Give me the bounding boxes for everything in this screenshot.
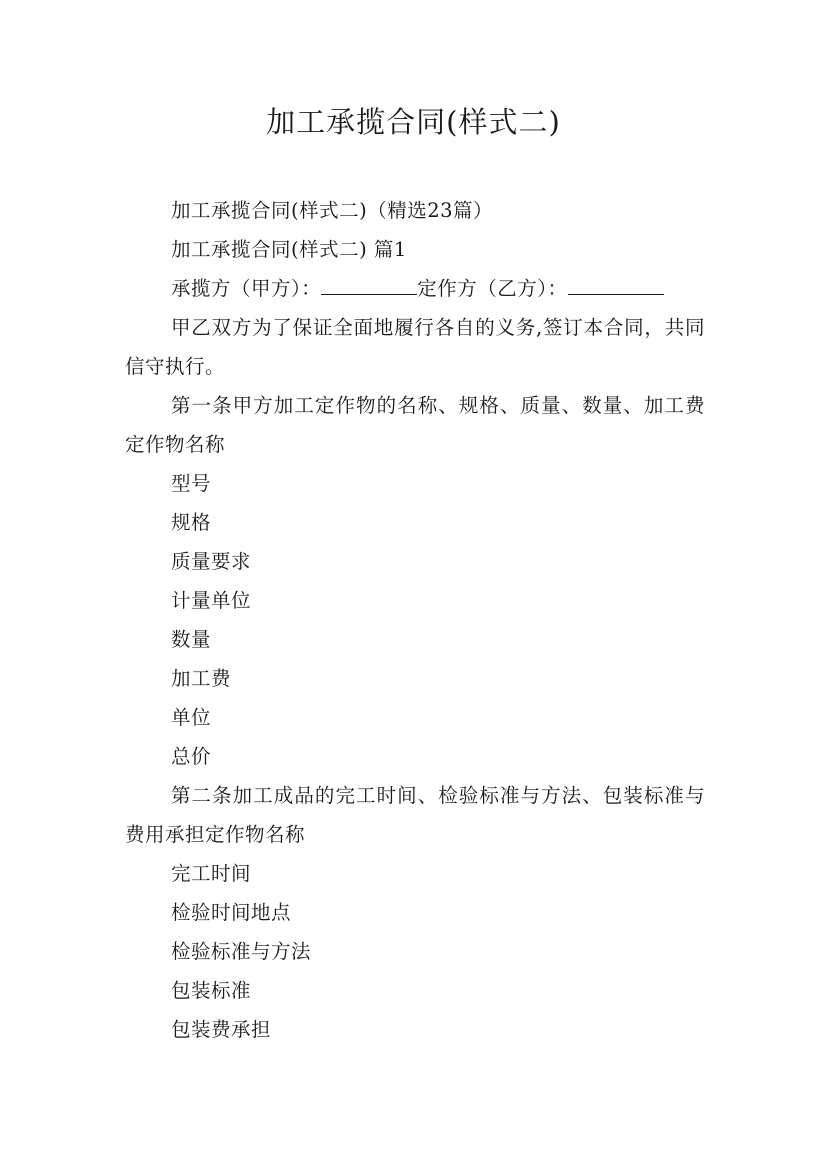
paragraph-text: 单位 <box>171 706 212 729</box>
paragraph-text: 检验标准与方法 <box>171 940 312 963</box>
paragraph-text: 总价 <box>171 745 212 768</box>
paragraph-intro <box>125 308 705 386</box>
paragraph-text: 加工承揽合同(样式二) 篇1 <box>171 238 407 261</box>
list-item <box>125 503 705 542</box>
list-item <box>125 893 705 932</box>
party-a-label: 承揽方（甲方）： <box>171 277 322 300</box>
party-b-label: 定作方（乙方）： <box>417 277 568 300</box>
paragraph-text: 检验时间地点 <box>171 901 292 924</box>
paragraph-text: 型号 <box>171 472 212 495</box>
paragraph-parties <box>125 269 705 308</box>
paragraph-article-2 <box>125 776 705 854</box>
paragraph-subtitle <box>125 191 705 230</box>
paragraph-article-1 <box>125 386 705 464</box>
paragraph-section-heading <box>125 230 705 269</box>
paragraph-text: 甲乙双方为了保证全面地履行各自的义务,签订本合同，共同信守执行。 <box>125 316 705 378</box>
party-b-blank <box>568 272 664 295</box>
list-item <box>125 542 705 581</box>
paragraph-text: 加工费 <box>171 667 232 690</box>
paragraph-text: 包装费承担 <box>171 1018 272 1041</box>
list-item <box>125 932 705 971</box>
document-body <box>125 191 705 1049</box>
paragraph-text: 规格 <box>171 511 212 534</box>
paragraph-text: 数量 <box>171 628 212 651</box>
document-title: 加工承揽合同(样式二) <box>266 105 561 139</box>
list-item <box>125 737 705 776</box>
list-item <box>125 464 705 503</box>
paragraph-text: 第二条加工成品的完工时间、检验标准与方法、包装标准与费用承担定作物名称 <box>125 784 705 846</box>
paragraph-text: 加工承揽合同(样式二)（精选23篇） <box>171 199 494 222</box>
party-a-blank <box>321 272 417 295</box>
paragraph-text: 质量要求 <box>171 550 252 573</box>
list-item <box>125 581 705 620</box>
paragraph-text: 包装标准 <box>171 979 252 1002</box>
list-item <box>125 971 705 1010</box>
paragraph-text: 第一条甲方加工定作物的名称、规格、质量、数量、加工费定作物名称 <box>125 394 705 456</box>
paragraph-text: 完工时间 <box>171 862 252 885</box>
list-item <box>125 659 705 698</box>
list-item <box>125 620 705 659</box>
list-item <box>125 854 705 893</box>
paragraph-text: 计量单位 <box>171 589 252 612</box>
list-item <box>125 698 705 737</box>
list-item <box>125 1010 705 1049</box>
